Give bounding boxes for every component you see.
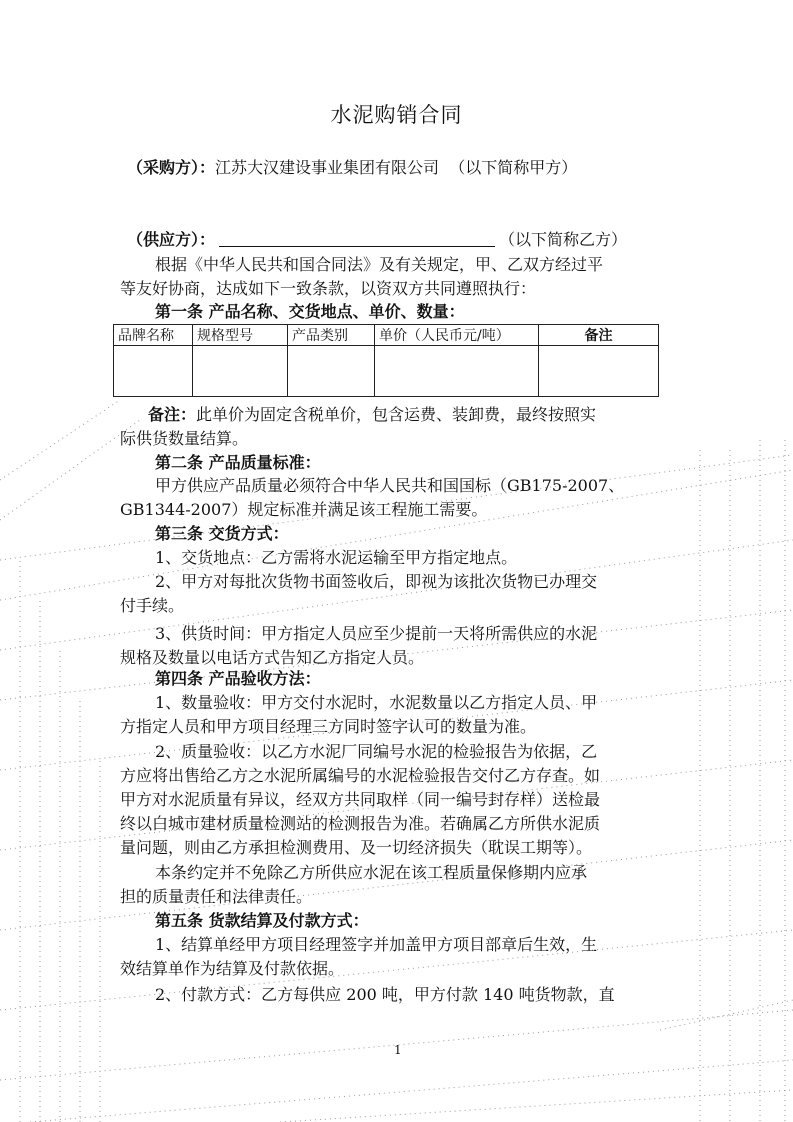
article-4-item-2c: 甲方对水泥质量有异议，经双方共同取样（同一编号封存样）送检最 — [120, 790, 601, 809]
product-table — [113, 324, 659, 397]
document-title: 水泥购销合同 — [330, 103, 463, 127]
article-2-title: 第二条 产品质量标准： — [155, 453, 321, 472]
article-4-item-2b: 方应将出售给乙方之水泥所属编号的水泥检验报告交付乙方存查。如 — [120, 766, 601, 785]
article-5-item-2a: 2、付款方式：乙方每供应 200 吨，甲方付款 140 吨货物款，直 — [155, 985, 615, 1004]
article-2-line-2: GB1344-2007）规定标准并满足该工程施工需要。 — [120, 500, 488, 519]
supplier-line — [127, 230, 627, 250]
article-3-item-1: 1、交货地点：乙方需将水泥运输至甲方指定地点。 — [155, 548, 518, 567]
article-4-item-1b: 方指定人员和甲方项目经理三方同时签字认可的数量为准。 — [120, 717, 537, 736]
intro-line-2: 等友好协商，达成如下一致条款，以资双方共同遵照执行： — [120, 279, 537, 298]
article-4-item-2d: 终以白城市建材质量检测站的检测报告为准。若确属乙方所供水泥质 — [120, 814, 601, 833]
article-4-item-3a: 本条约定并不免除乙方所供应水泥在该工程质量保修期内应承 — [155, 863, 588, 882]
supplier-suffix: （以下简称乙方） — [499, 230, 628, 249]
article-5-item-1a: 1、结算单经甲方项目经理签字并加盖甲方项目部章后生效，生 — [155, 935, 598, 954]
note-line-1 — [148, 405, 596, 425]
article-2-line-1: 甲方供应产品质量必须符合中华人民共和国国标（GB175-2007、 — [155, 476, 625, 495]
article-5-item-1b: 效结算单作为结算及付款依据。 — [120, 959, 345, 978]
intro-line-1: 根据《中华人民共和国合同法》及有关规定，甲、乙双方经过平 — [155, 255, 604, 274]
article-3-item-3b: 规格及数量以电话方式告知乙方指定人员。 — [120, 648, 425, 667]
page-number: 1 — [394, 1043, 402, 1057]
article-1-title: 第一条 产品名称、交货地点、单价、数量： — [155, 302, 465, 321]
buyer-line — [127, 158, 577, 178]
buyer-name: 江苏大汉建设事业集团有限公司 — [215, 158, 440, 177]
supplier-label: （供应方）： — [127, 230, 216, 249]
table-header-cell: 单价（人民币元/吨） — [375, 325, 539, 346]
table-cell — [114, 346, 193, 397]
article-3-item-2b: 付手续。 — [120, 596, 185, 615]
table-cell — [288, 346, 375, 397]
supplier-blank-field — [219, 230, 495, 247]
table-header-cell: 品牌名称 — [114, 325, 193, 346]
buyer-suffix: （以下简称甲方） — [449, 158, 578, 177]
table-header-cell: 产品类别 — [288, 325, 375, 346]
article-3-title: 第三条 交货方式： — [155, 524, 289, 543]
note-line-2: 际供货数量结算。 — [120, 429, 249, 448]
article-5-title: 第五条 货款结算及付款方式： — [155, 911, 369, 930]
table-header-row — [114, 325, 659, 346]
article-4-item-2a: 2、质量验收：以乙方水泥厂同编号水泥的检验报告为依据，乙 — [155, 742, 598, 761]
article-4-item-1a: 1、数量验收：甲方交付水泥时，水泥数量以乙方指定人员、甲 — [155, 693, 598, 712]
note-text-1: 此单价为固定含税单价，包含运费、装卸费，最终按照实 — [196, 405, 597, 424]
note-label: 备注： — [148, 405, 197, 424]
table-row — [114, 346, 659, 397]
article-3-item-3a: 3、供货时间：甲方指定人员应至少提前一天将所需供应的水泥 — [155, 624, 598, 643]
table-cell — [539, 346, 659, 397]
buyer-label: （采购方）： — [127, 158, 216, 177]
table-header-cell: 规格型号 — [193, 325, 288, 346]
table-cell — [193, 346, 288, 397]
article-4-item-3b: 担的质量责任和法律责任。 — [120, 887, 313, 906]
article-3-item-2a: 2、甲方对每批次货物书面签收后，即视为该批次货物已办理交 — [155, 572, 598, 591]
article-4-item-2e: 量问题，则由乙方承担检测费用、及一切经济损失（耽误工期等）。 — [120, 838, 593, 857]
table-cell — [375, 346, 539, 397]
table-header-cell: 备注 — [539, 325, 659, 346]
article-4-title: 第四条 产品验收方法： — [155, 669, 321, 688]
